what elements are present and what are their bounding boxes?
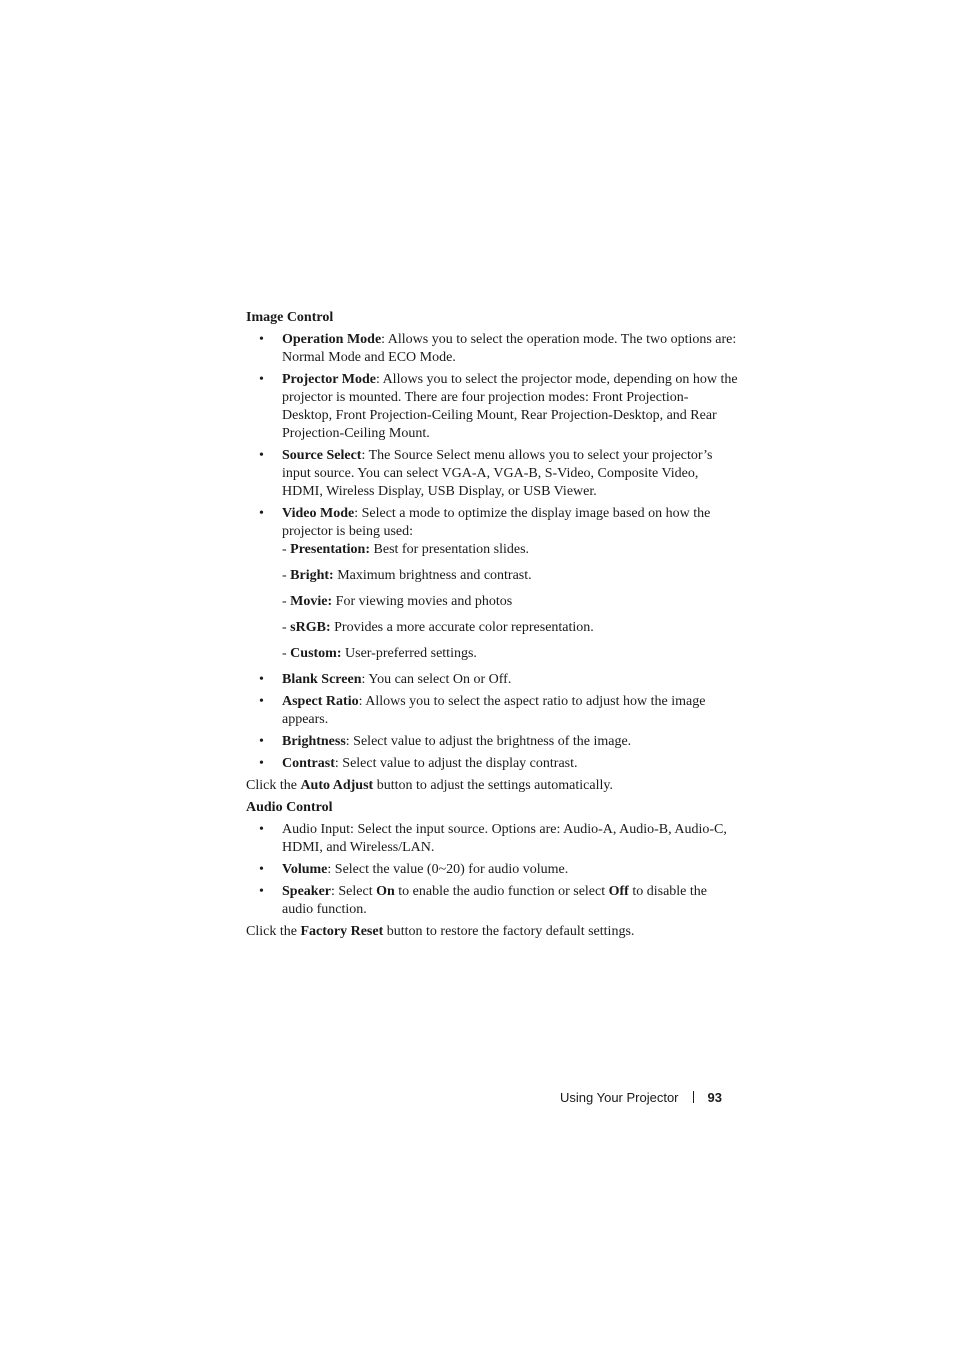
aspect-ratio-term: Aspect Ratio	[282, 694, 359, 709]
bullet-glyph: •	[259, 448, 264, 463]
speaker-off-term: Off	[608, 884, 629, 899]
image-control-list	[246, 331, 738, 773]
footer-separator	[693, 1091, 694, 1103]
bullet-glyph: •	[259, 734, 264, 749]
bullet-glyph: •	[259, 862, 264, 877]
blank-screen-text: : You can select On or Off.	[361, 672, 512, 687]
audio-control-heading: Audio Control	[246, 800, 333, 815]
video-mode-term: Video Mode	[282, 506, 355, 521]
contrast-text: : Select value to adjust the display contrast.	[334, 756, 578, 771]
operation-mode-term: Operation Mode	[282, 332, 382, 347]
bullet-glyph: •	[259, 372, 264, 387]
list-item-brightness	[246, 733, 738, 751]
bullet-glyph: •	[259, 506, 264, 521]
bullet-glyph: •	[259, 884, 264, 899]
volume-term: Volume	[282, 862, 328, 877]
brightness-text: : Select value to adjust the brightness of the image.	[345, 734, 632, 749]
auto-adjust-term: Auto Adjust	[300, 778, 374, 793]
source-select-text: : The Source Select menu allows you to select your projector’s input source. You can select VGA-A, VGA-B, S-Video, Composite Video, HDMI, Wireless Display, USB Display, or USB Viewer.	[282, 448, 713, 499]
speaker-term: Speaker	[282, 884, 331, 899]
speaker-on-term: On	[376, 884, 395, 899]
blank-screen-term: Blank Screen	[282, 672, 362, 687]
auto-adjust-paragraph: Click the Auto Adjust button to adjust the settings automatically.	[246, 778, 613, 793]
bullet-glyph: •	[259, 756, 264, 771]
factory-reset-paragraph: Click the Factory Reset button to restore the factory default settings.	[246, 924, 635, 939]
page-content	[246, 309, 738, 945]
list-item-speaker: • Speaker: Select On to enable the audio function or select Off to disable the audio function.	[259, 884, 707, 917]
operation-mode-text: : Allows you to select the operation mode. The two options are: Normal Mode and ECO Mode.	[282, 332, 737, 365]
video-mode-text: : Select a mode to optimize the display image based on how the projector is being used:	[282, 506, 711, 539]
list-item-projector-mode	[246, 371, 738, 443]
image-control-heading: Image Control	[246, 310, 334, 325]
page-number: 93	[707, 1090, 722, 1105]
list-item-aspect-ratio	[246, 693, 738, 729]
bullet-glyph: •	[259, 672, 264, 687]
list-item-video-mode	[246, 505, 738, 663]
contrast-term: Contrast	[282, 756, 335, 771]
video-option-bright: - Bright: Maximum brightness and contrast.	[282, 568, 532, 583]
volume-text: : Select the value (0~20) for audio volume.	[327, 862, 569, 877]
projector-mode-text: : Allows you to select the projector mode, depending on how the projector is mounted. There are four projection modes: Front Projection-Desktop, Front Projection-Ceiling Mount, Rear Projection-Desktop, and Rear Projection-Ceiling Mount.	[282, 372, 738, 441]
audio-control-list	[246, 821, 738, 919]
list-item-contrast	[246, 755, 738, 773]
list-item-blank-screen	[246, 671, 738, 689]
video-option-presentation: - Presentation: Best for presentation slides.	[282, 542, 530, 557]
factory-reset-term: Factory Reset	[300, 924, 384, 939]
audio-input-text: Audio Input: Select the input source. Options are: Audio-A, Audio-B, Audio-C, HDMI, and Wireless/LAN.	[282, 822, 727, 855]
list-item-volume	[246, 861, 738, 879]
video-option-srgb: - sRGB: Provides a more accurate color representation.	[282, 620, 594, 635]
list-item-audio-input	[246, 821, 738, 857]
bullet-glyph: •	[259, 694, 264, 709]
bullet-glyph: •	[259, 332, 264, 347]
video-option-movie: - Movie: For viewing movies and photos	[282, 594, 513, 609]
bullet-glyph: •	[259, 822, 264, 837]
projector-mode-term: Projector Mode	[282, 372, 376, 387]
video-option-custom: - Custom: User-preferred settings.	[282, 646, 477, 661]
source-select-term: Source Select	[282, 448, 362, 463]
brightness-term: Brightness	[282, 734, 346, 749]
aspect-ratio-text: : Allows you to select the aspect ratio to adjust how the image appears.	[282, 694, 706, 727]
list-item-operation-mode	[246, 331, 738, 367]
list-item-source-select	[246, 447, 738, 501]
page-footer	[560, 1089, 722, 1107]
footer-section-title: Using Your Projector	[560, 1090, 679, 1105]
